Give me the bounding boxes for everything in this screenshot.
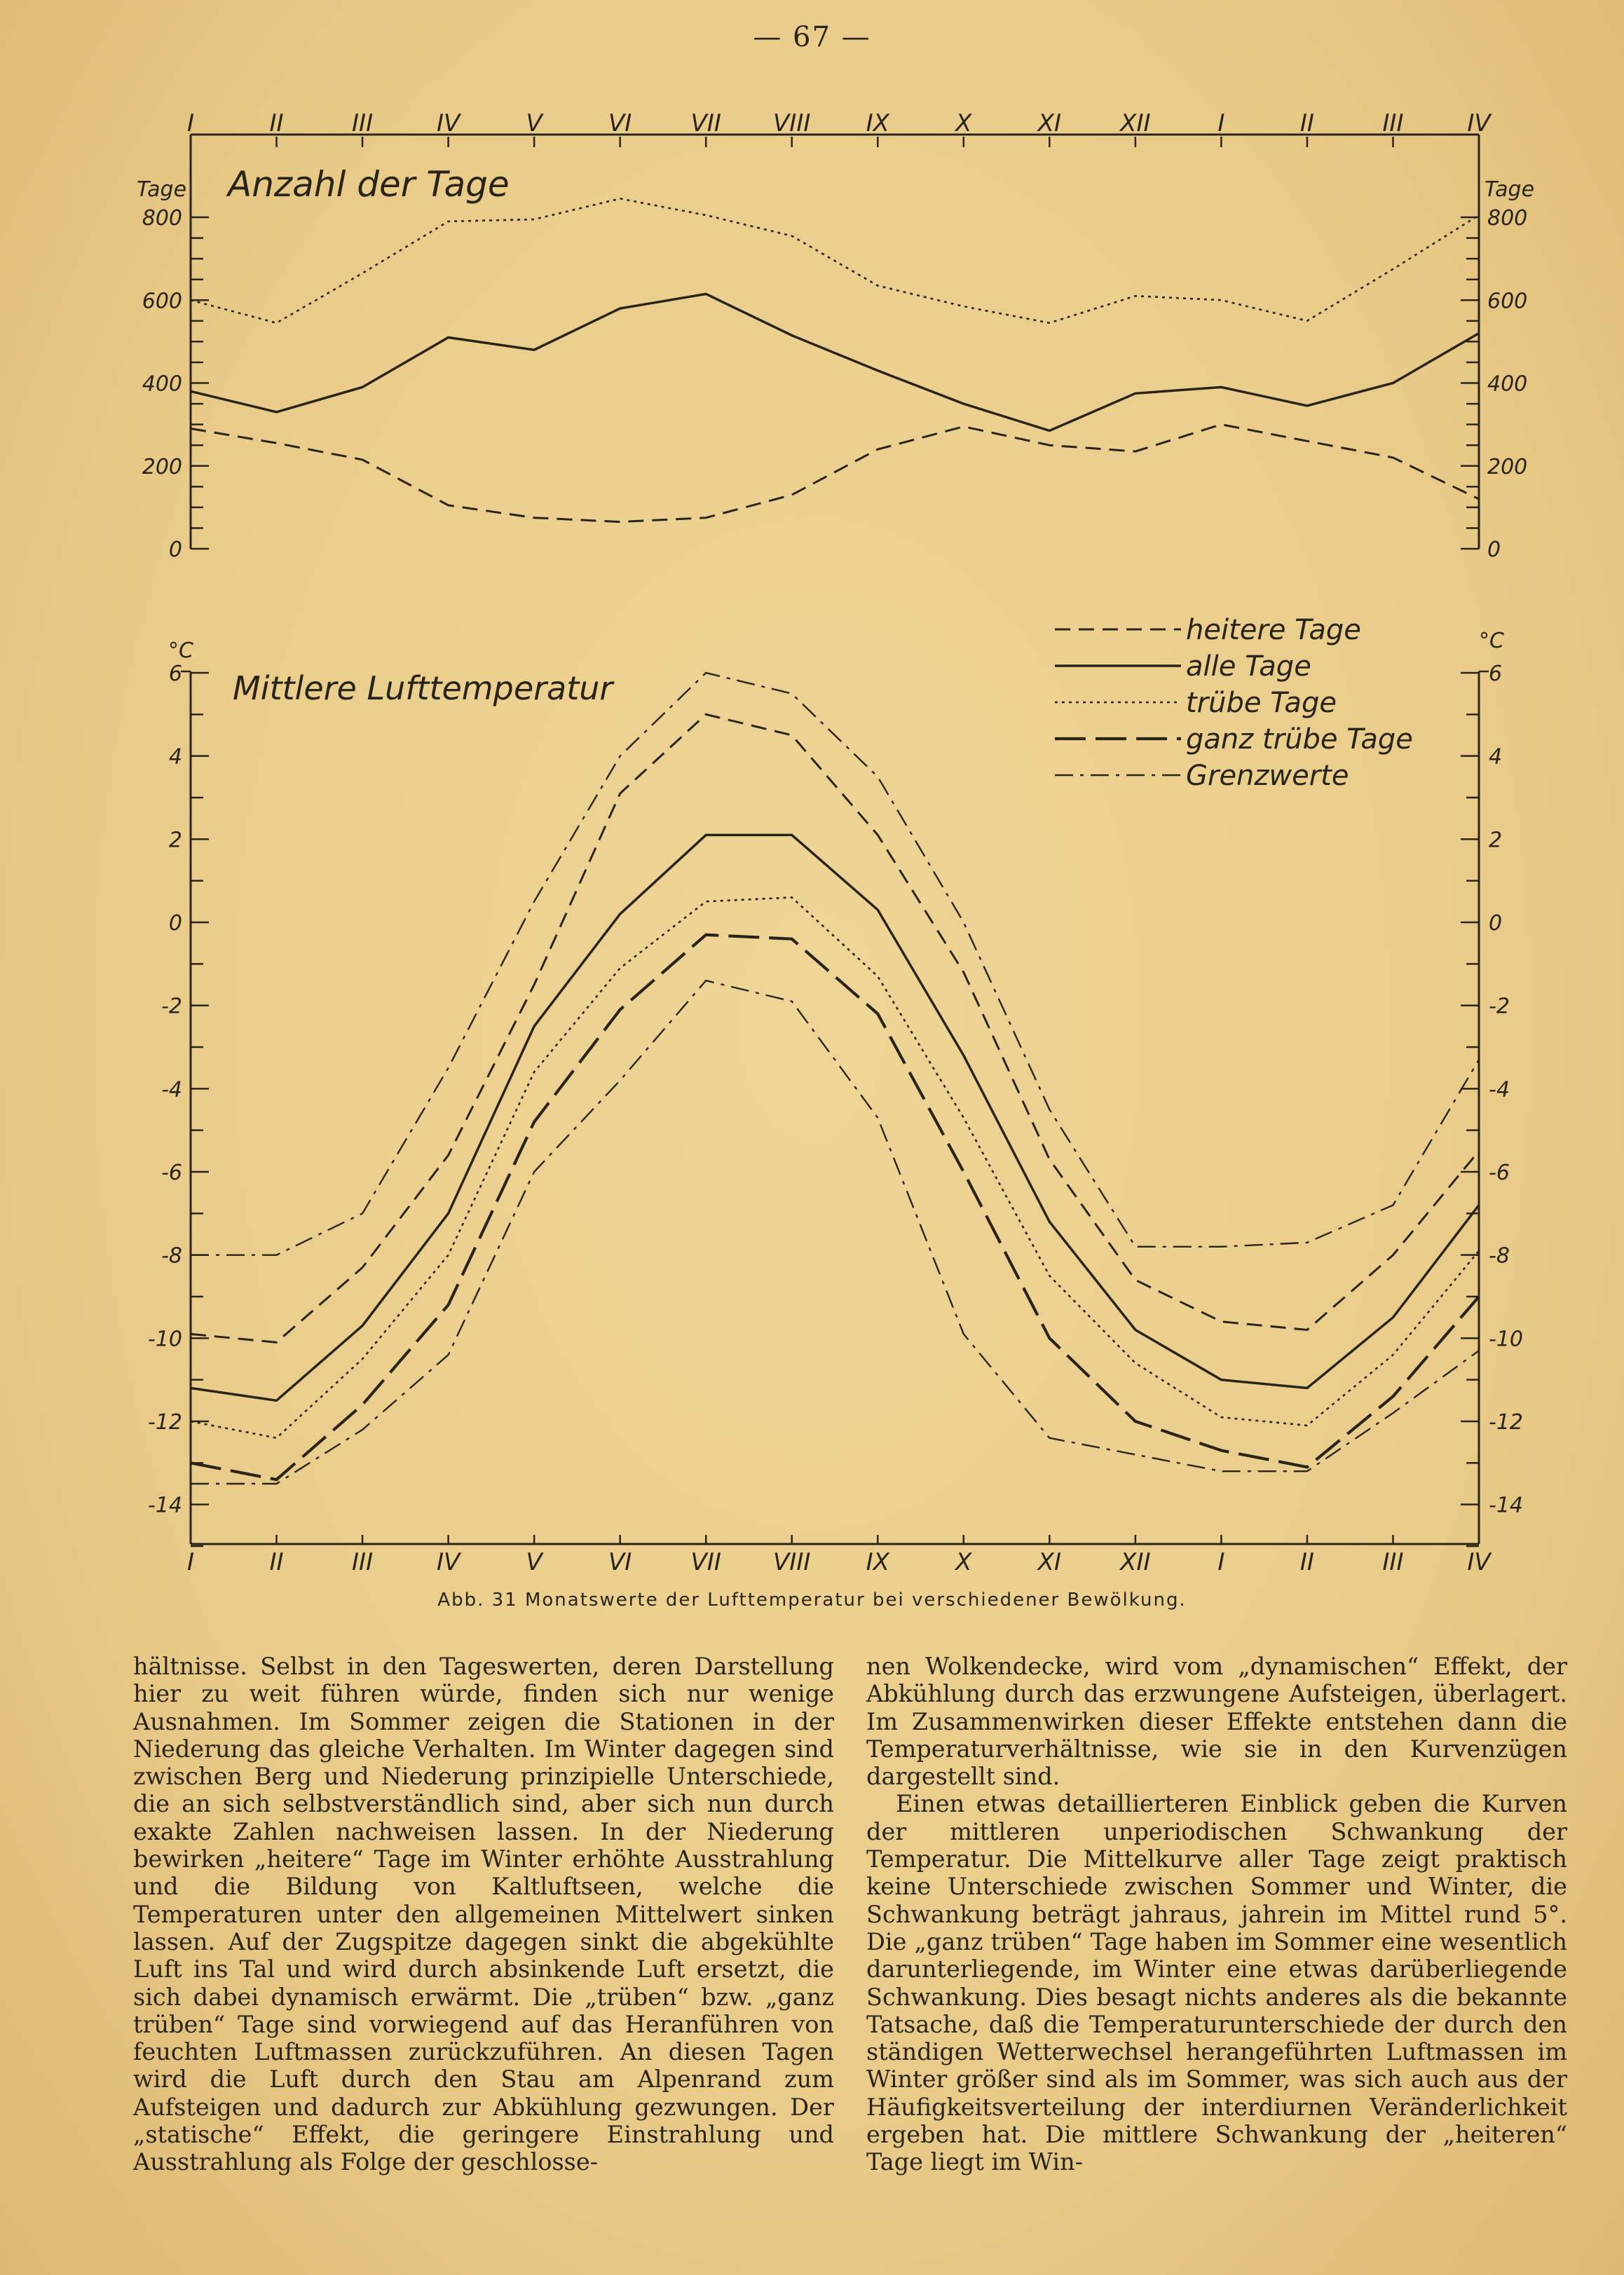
month-label-bottom: VII bbox=[690, 1548, 721, 1576]
month-label-bottom: II bbox=[269, 1548, 284, 1576]
series-line-grenzwerte-1-5 bbox=[191, 981, 1479, 1484]
month-label-bottom: IV bbox=[436, 1548, 460, 1576]
y-tick-label-left: 600 bbox=[142, 289, 182, 314]
series-line-trübe-tage-0-0 bbox=[191, 198, 1479, 322]
y-tick-label-right: 0 bbox=[1487, 538, 1501, 562]
y-tick-label-left: 800 bbox=[142, 206, 182, 231]
y-tick-label-right: -2 bbox=[1489, 994, 1510, 1019]
month-label-bottom: III bbox=[352, 1548, 374, 1576]
y-tick-label-left: -8 bbox=[161, 1243, 182, 1269]
y-tick-label-right: 0 bbox=[1489, 911, 1503, 936]
month-label-bottom: XI bbox=[1037, 1548, 1061, 1576]
series-line-alle-tage-1-2 bbox=[191, 835, 1479, 1400]
chart-title-days: Anzahl der Tage bbox=[228, 164, 510, 205]
y-tick-label-left: -10 bbox=[148, 1327, 182, 1352]
month-label-top: III bbox=[1382, 109, 1404, 137]
month-label-top: VIII bbox=[773, 109, 811, 137]
paragraph: hältnisse. Selbst in den Tageswerten, deren Darstellung hier zu weit führen würde, finden sich nur wenige Ausnahmen. Im Sommer zeigen die Stationen in der Niederung das gleiche Verhalten. Im Winter dagegen sind zwischen Berg und Niederung prinzipielle Unterschiede, die an sich selbstverständlich sind, aber sich nun durch exakte Zahlen nachweisen lassen. In der Niederung bewirken „heitere“ Tage im Winter erhöhte Ausstrahlung und die Bildung von Kaltluftseen, welche die Temperaturen unter den allgemeinen Mittelwert sinken lassen. Auf der Zugspitze dagegen sinkt die abgekühlte Luft ins Tal und wird durch absinkende Luft ersetzt, die sich dabei dynamisch erwärmt. Die „trüben“ bzw. „ganz trüben“ Tage sind vorwiegend auf das Heranführen von feuchten Luftmassen zurückzuführen. An diesen Tagen wird die Luft durch den Stau am Alpenrand zum Aufsteigen und dadurch zur Abkühlung gezwungen. Der „statische“ Effekt, die geringere Einstrahlung und Ausstrahlung als Folge der geschlosse- bbox=[133, 1653, 834, 2176]
y-tick-label-left: -6 bbox=[161, 1161, 182, 1185]
month-label-bottom: I bbox=[1217, 1548, 1225, 1576]
y-tick-label-left: 6 bbox=[168, 662, 182, 686]
legend bbox=[1055, 614, 1413, 792]
month-label-top: I bbox=[186, 109, 195, 137]
y-tick-label-left: 0 bbox=[168, 538, 182, 562]
month-label-top: X bbox=[955, 109, 972, 137]
y-tick-label-left: -12 bbox=[148, 1410, 182, 1435]
series-line-alle-tage-0-1 bbox=[191, 294, 1479, 430]
series-line-heitere-tage-1-1 bbox=[191, 714, 1479, 1342]
text-column-left bbox=[133, 1653, 834, 2176]
month-label-bottom: X bbox=[955, 1548, 972, 1576]
month-label-top: VII bbox=[690, 109, 721, 137]
paragraph: Einen etwas detaillierteren Einblick geben die Kurven der mittleren unperiodischen Schwankung der Temperatur. Die Mittelkurve aller Tage zeigt praktisch keine Unterschiede zwischen Sommer und Winter, die Schwankung beträgt jahraus, jahrein im Mittel rund 5°. Die „ganz trüben“ Tage haben im Sommer eine wesentlich darunterliegende, im Winter eine etwas darüberliegende Schwankung. Dies besagt nichts anderes als die bekannte Tatsache, daß die Temperaturunterschiede der durch den ständigen Wetterwechsel herangeführten Luftmassen im Winter größer sind als im Sommer, was sich auch aus der Häufigkeitsverteilung der interdiurnen Veränderlichkeit ergeben hat. Die mittlere Schwankung der „heiteren“ Tage liegt im Win- bbox=[866, 1790, 1567, 2176]
month-label-top: IX bbox=[866, 109, 889, 137]
y-tick-label-right: -4 bbox=[1489, 1077, 1510, 1102]
y-tick-label-right: 6 bbox=[1489, 662, 1503, 686]
month-label-top: I bbox=[1217, 109, 1225, 137]
month-label-bottom: IX bbox=[866, 1548, 889, 1576]
y-tick-label-left: -2 bbox=[161, 994, 182, 1019]
text-column-right bbox=[866, 1653, 1567, 2176]
y-tick-label-right: 400 bbox=[1487, 371, 1528, 397]
series-line-ganz-trübe-tage-1-4 bbox=[191, 935, 1479, 1480]
legend-label-2: trübe Tage bbox=[1186, 687, 1337, 719]
page-number: — 67 — bbox=[753, 21, 871, 53]
y-tick-label-right: 200 bbox=[1487, 454, 1528, 479]
paragraph: nen Wolkendecke, wird vom „dynamischen“ Effekt, der Abkühlung durch das erzwungene Aufsteigen, überlagert. Im Zusammenwirken dieser Effekte entstehen dann die Temperaturverhältnisse, wie sie in den Kurvenzügen dargestellt sind. bbox=[866, 1653, 1567, 1791]
month-label-top: V bbox=[526, 109, 543, 137]
y-tick-label-right: -10 bbox=[1489, 1327, 1523, 1352]
month-label-bottom: III bbox=[1382, 1548, 1404, 1576]
month-label-top: II bbox=[1299, 109, 1314, 137]
month-label-bottom: XII bbox=[1120, 1548, 1151, 1576]
month-label-top: IV bbox=[1467, 109, 1491, 137]
month-label-bottom: VI bbox=[608, 1548, 632, 1576]
month-label-top: VI bbox=[608, 109, 632, 137]
month-label-top: III bbox=[352, 109, 374, 137]
y-tick-label-right: 800 bbox=[1487, 206, 1528, 231]
month-label-top: IV bbox=[436, 109, 460, 137]
y-tick-label-right: -8 bbox=[1489, 1243, 1510, 1269]
y-tick-label-left: 400 bbox=[142, 371, 182, 397]
y-tick-label-left: 0 bbox=[168, 911, 182, 936]
legend-label-4: Grenzwerte bbox=[1186, 760, 1349, 792]
legend-label-0: heitere Tage bbox=[1186, 614, 1361, 646]
month-label-top: II bbox=[269, 109, 284, 137]
month-label-bottom: II bbox=[1299, 1548, 1314, 1576]
y-axis-label-left: Tage bbox=[137, 177, 187, 202]
y-axis-label-right: °C bbox=[1479, 629, 1504, 653]
series-line-trübe-tage-1-3 bbox=[191, 897, 1479, 1437]
month-label-top: XII bbox=[1120, 109, 1151, 137]
month-label-bottom: V bbox=[526, 1548, 543, 1576]
y-tick-label-right: 2 bbox=[1489, 828, 1503, 853]
y-axis-label-left: °C bbox=[168, 638, 193, 663]
y-tick-label-left: 200 bbox=[142, 454, 182, 479]
series-line-heitere-tage-0-2 bbox=[191, 425, 1479, 522]
legend-label-3: ganz trübe Tage bbox=[1186, 723, 1413, 756]
month-label-bottom: IV bbox=[1467, 1548, 1491, 1576]
y-axis-label-right: Tage bbox=[1485, 177, 1535, 202]
month-label-bottom: I bbox=[186, 1548, 195, 1576]
figure-caption: Abb. 31 Monatswerte der Lufttemperatur bei verschiedener Bewölkung. bbox=[437, 1590, 1187, 1611]
y-tick-label-right: -6 bbox=[1489, 1161, 1510, 1185]
month-label-bottom: VIII bbox=[773, 1548, 811, 1576]
y-tick-label-left: -4 bbox=[161, 1077, 182, 1102]
y-tick-label-right: -14 bbox=[1489, 1493, 1523, 1518]
legend-label-1: alle Tage bbox=[1186, 650, 1311, 683]
y-tick-label-left: 2 bbox=[168, 828, 182, 853]
y-tick-label-right: 4 bbox=[1489, 744, 1503, 770]
y-tick-label-left: -14 bbox=[148, 1493, 182, 1518]
y-tick-label-right: 600 bbox=[1487, 289, 1528, 314]
y-tick-label-left: 4 bbox=[168, 744, 182, 770]
y-tick-label-right: -12 bbox=[1489, 1410, 1523, 1435]
chart-title-temperature: Mittlere Lufttemperatur bbox=[233, 669, 613, 707]
month-label-top: XI bbox=[1037, 109, 1061, 137]
